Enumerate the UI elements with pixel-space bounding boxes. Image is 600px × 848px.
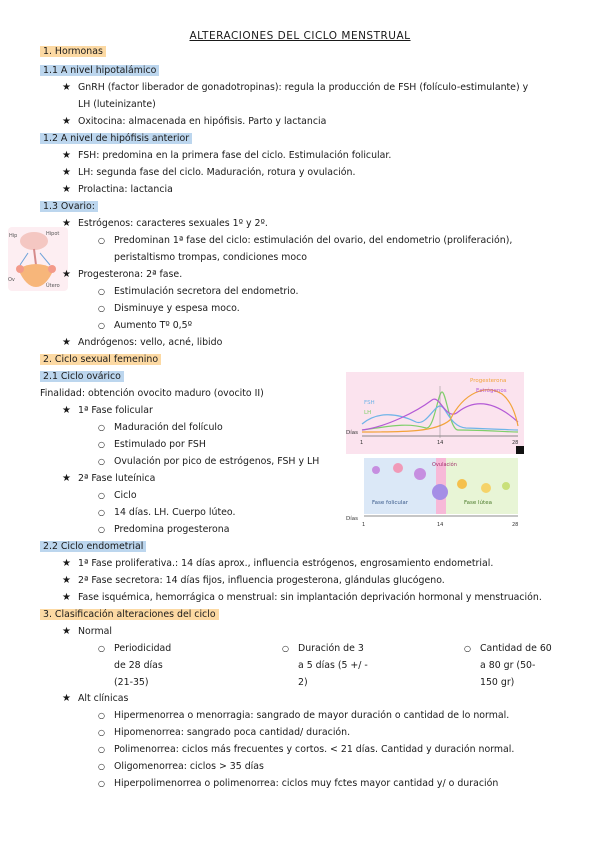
phase-label: Fase folicular: [372, 500, 409, 506]
paragraph: Finalidad: obtención ovocito maduro (ovocito II): [40, 388, 264, 399]
subsection-heading: 2.1 Ciclo ovárico: [0, 368, 124, 385]
star-bullet-icon: ★: [62, 473, 71, 484]
circle-bullet-icon: ○: [98, 457, 105, 466]
tick-label: 28: [512, 440, 519, 446]
list-item: ★ FSH: predomina en la primera fase del ciclo. Estimulación folicular.: [0, 147, 391, 164]
label-lh: LH: [364, 410, 372, 416]
star-bullet-icon: ★: [62, 116, 71, 127]
corner-marker: [516, 446, 524, 454]
circle-bullet-icon: ○: [282, 644, 289, 653]
list-item: ★ GnRH (factor liberador de gonadotropinas): regula la producción de FSH (folículo-estimulante) y: [0, 79, 528, 96]
phase-label: Ovulación: [432, 462, 457, 468]
star-bullet-icon: ★: [62, 337, 71, 348]
circle-bullet-icon: ○: [464, 644, 471, 653]
axis-label: Días: [346, 430, 358, 436]
sub-list-item: ○ 14 días. LH. Cuerpo lúteo.: [0, 504, 235, 521]
anatomy-label: Ov: [8, 277, 15, 283]
circle-bullet-icon: ○: [98, 711, 105, 720]
star-bullet-icon: ★: [62, 269, 71, 280]
star-bullet-icon: ★: [62, 82, 71, 93]
sub-list-item: ○ Predomina progesterona: [0, 521, 229, 538]
circle-bullet-icon: ○: [98, 525, 105, 534]
tick-label: 14: [437, 522, 444, 528]
list-item: ★ 1ª Fase folicular: [0, 402, 153, 419]
corpus-luteum: [457, 479, 467, 489]
ovarian-cycle-chart: [346, 456, 524, 530]
sub-list-item: ○ Ciclo: [0, 487, 137, 504]
sub-list-item: ○ Hiperpolimenorrea o polimenorrea: ciclos muy fctes mayor cantidad y/ o duración: [0, 775, 498, 792]
star-bullet-icon: ★: [62, 218, 71, 229]
legend-progesterona: Progesterona: [470, 378, 507, 384]
anatomy-label: Hipot: [46, 231, 60, 237]
list-item: ★ 2ª Fase luteínica: [0, 470, 155, 487]
follicle-medium: [393, 463, 403, 473]
mature-follicle: [432, 484, 448, 500]
page-title: ALTERACIONES DEL CICLO MENSTRUAL: [189, 30, 411, 42]
star-bullet-icon: ★: [62, 405, 71, 416]
phase-label: Fase lútea: [464, 500, 492, 506]
list-item: ★ Progesterona: 2ª fase.: [0, 266, 182, 283]
normal-col-periodicidad: ○ Periodicidad de 28 días (21-35): [98, 640, 258, 691]
circle-bullet-icon: ○: [98, 644, 105, 653]
sub-list-item: ○ Polimenorrea: ciclos más frecuentes y cortos. < 21 días. Cantidad y duración normal.: [0, 741, 514, 758]
circle-bullet-icon: ○: [98, 762, 105, 771]
sub-list-item: ○ Disminuye y espesa moco.: [0, 300, 240, 317]
circle-bullet-icon: ○: [98, 491, 105, 500]
follicle-large: [414, 468, 426, 480]
circle-bullet-icon: ○: [98, 236, 105, 245]
star-bullet-icon: ★: [62, 150, 71, 161]
circle-bullet-icon: ○: [98, 287, 105, 296]
normal-col-cantidad: ○ Cantidad de 60 a 80 gr (50- 150 gr): [464, 640, 594, 691]
normal-col-duracion: ○ Duración de 3 a 5 días (5 +/ - 2): [282, 640, 442, 691]
circle-bullet-icon: ○: [98, 423, 105, 432]
sub-list-item: ○ Hipomenorrea: sangrado poca cantidad/ duración.: [0, 724, 350, 741]
section-heading: 2. Ciclo sexual femenino: [0, 351, 161, 368]
circle-bullet-icon: ○: [98, 304, 105, 313]
subsection-heading: 1.2 A nivel de hipófisis anterior: [0, 130, 192, 147]
star-bullet-icon: ★: [62, 592, 71, 603]
sub-list-item: ○ Ovulación por pico de estrógenos, FSH y LH: [0, 453, 319, 470]
section-heading: 1. Hormonas: [0, 43, 106, 60]
star-bullet-icon: ★: [62, 558, 71, 569]
subsection-heading: 2.2 Ciclo endometrial: [0, 538, 146, 555]
tick-label: 14: [437, 440, 444, 446]
list-item: ★ Alt clínicas: [0, 690, 128, 707]
sub-list-item: ○ Hipermenorrea o menorragia: sangrado de mayor duración o cantidad de lo normal.: [0, 707, 509, 724]
sub-list-item: ○ Estimulación secretora del endometrio.: [0, 283, 298, 300]
axis-label: Días: [346, 516, 358, 522]
star-bullet-icon: ★: [62, 167, 71, 178]
sub-list-item-continuation: peristaltismo trompas, condiciones moco: [114, 252, 308, 263]
circle-bullet-icon: ○: [98, 728, 105, 737]
list-item: ★ Oxitocina: almacenada en hipófisis. Parto y lactancia: [0, 113, 326, 130]
star-bullet-icon: ★: [62, 184, 71, 195]
corpus-luteum-2: [481, 483, 491, 493]
star-bullet-icon: ★: [62, 693, 71, 704]
anatomy-label: Hip: [9, 233, 18, 239]
sub-list-item: ○ Estimulado por FSH: [0, 436, 206, 453]
tick-label: 28: [512, 522, 519, 528]
list-item: ★ Fase isquémica, hemorrágica o menstrual: sin implantación deprivación hormonal y menstruación.: [0, 589, 542, 606]
list-item: ★ 2ª Fase secretora: 14 días fijos, influencia progesterona, glándulas glucógeno.: [0, 572, 445, 589]
hormone-chart: [346, 372, 524, 454]
subsection-heading: 1.3 Ovario:: [0, 198, 98, 215]
sub-list-item: ○ Predominan 1ª fase del ciclo: estimulación del ovario, del endometrio (proliferación),: [0, 232, 512, 249]
list-item: ★ Normal: [0, 623, 112, 640]
sub-list-item: ○ Maduración del folículo: [0, 419, 223, 436]
label-fsh: FSH: [364, 400, 375, 406]
corpus-albicans: [502, 482, 510, 490]
list-item: ★ Andrógenos: vello, acné, libido: [0, 334, 222, 351]
circle-bullet-icon: ○: [98, 440, 105, 449]
list-item: ★ 1ª Fase proliferativa.: 14 días aprox., influencia estrógenos, engrosamiento endometrial.: [0, 555, 493, 572]
list-item-continuation: LH (luteinizante): [78, 99, 156, 110]
star-bullet-icon: ★: [62, 575, 71, 586]
section-heading: 3. Clasificación alteraciones del ciclo: [0, 606, 219, 623]
subsection-heading: 1.1 A nivel hipotalámico: [0, 62, 159, 79]
follicle-small: [372, 466, 380, 474]
sub-list-item: ○ Aumento Tº 0,5º: [0, 317, 192, 334]
anatomy-label: Útero: [46, 283, 60, 289]
list-item: ★ Estrógenos: caracteres sexuales 1º y 2º.: [0, 215, 268, 232]
star-bullet-icon: ★: [62, 626, 71, 637]
list-item: ★ LH: segunda fase del ciclo. Maduración, rotura y ovulación.: [0, 164, 355, 181]
tick-label: 1: [362, 522, 366, 528]
legend-estrogenos: Estrógenos: [476, 388, 507, 394]
circle-bullet-icon: ○: [98, 321, 105, 330]
circle-bullet-icon: ○: [98, 745, 105, 754]
circle-bullet-icon: ○: [98, 508, 105, 517]
circle-bullet-icon: ○: [98, 779, 105, 788]
list-item: ★ Prolactina: lactancia: [0, 181, 173, 198]
sub-list-item: ○ Oligomenorrea: ciclos > 35 días: [0, 758, 264, 775]
tick-label: 1: [360, 440, 364, 446]
